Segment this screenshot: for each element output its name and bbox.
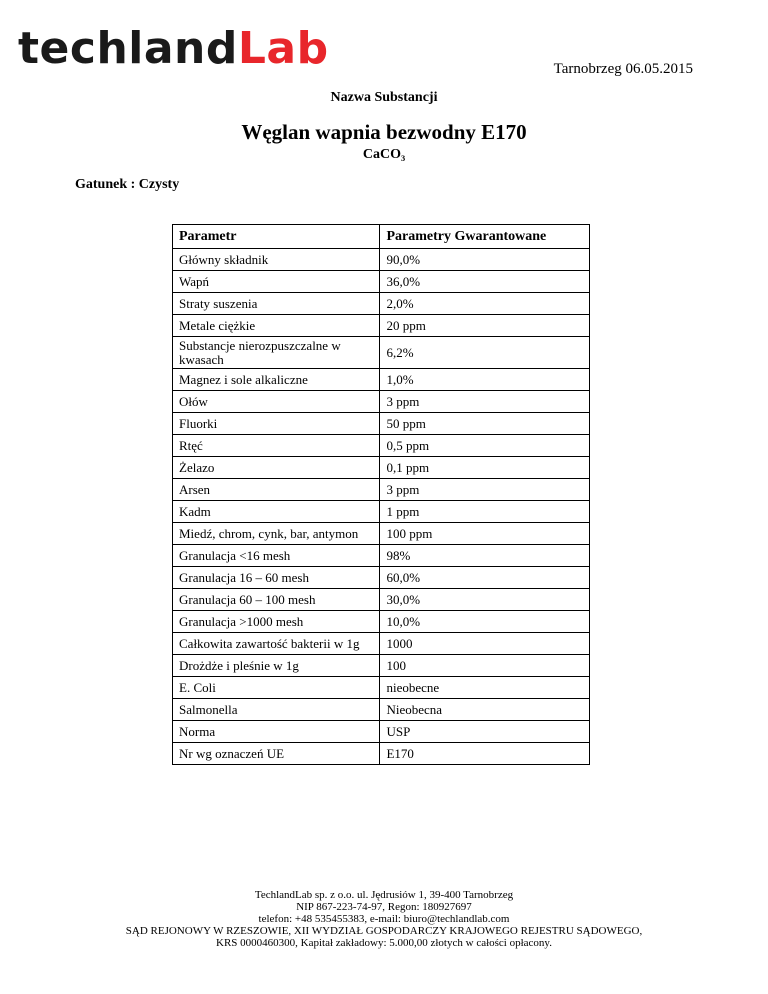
parameter-value: 100 ppm bbox=[380, 523, 590, 545]
parameter-value: 2,0% bbox=[380, 293, 590, 315]
company-logo bbox=[18, 24, 329, 74]
parameter-name: Norma bbox=[173, 721, 380, 743]
parameter-value: 3 ppm bbox=[380, 391, 590, 413]
table-row bbox=[173, 501, 590, 523]
parameter-name: Magnez i sole alkaliczne bbox=[173, 369, 380, 391]
table-row bbox=[173, 369, 590, 391]
table-row bbox=[173, 457, 590, 479]
table-row bbox=[173, 589, 590, 611]
table-row bbox=[173, 435, 590, 457]
parameter-value: 0,5 ppm bbox=[380, 435, 590, 457]
parameter-name: Straty suszenia bbox=[173, 293, 380, 315]
parameter-value: nieobecne bbox=[380, 677, 590, 699]
parameter-value: 3 ppm bbox=[380, 479, 590, 501]
parameter-value: 30,0% bbox=[380, 589, 590, 611]
parameter-name: E. Coli bbox=[173, 677, 380, 699]
parameter-value: 0,1 ppm bbox=[380, 457, 590, 479]
table-row bbox=[173, 721, 590, 743]
table-row bbox=[173, 315, 590, 337]
parameter-name: Granulacja 60 – 100 mesh bbox=[173, 589, 380, 611]
table-row bbox=[173, 271, 590, 293]
parameter-name: Granulacja >1000 mesh bbox=[173, 611, 380, 633]
parameter-value: USP bbox=[380, 721, 590, 743]
parameter-value: 6,2% bbox=[380, 337, 590, 369]
parameter-name: Całkowita zawartość bakterii w 1g bbox=[173, 633, 380, 655]
footer-line-court: SĄD REJONOWY W RZESZOWIE, XII WYDZIAŁ GOSPODARCZY KRAJOWEGO REJESTRU SĄDOWEGO, bbox=[125, 925, 643, 937]
parameter-name: Główny składnik bbox=[173, 249, 380, 271]
parameter-name: Salmonella bbox=[173, 699, 380, 721]
logo-text-lab: Lab bbox=[237, 23, 329, 74]
table-row bbox=[173, 413, 590, 435]
table-row bbox=[173, 655, 590, 677]
parameter-name: Kadm bbox=[173, 501, 380, 523]
table-row bbox=[173, 743, 590, 765]
parameter-value: Nieobecna bbox=[380, 699, 590, 721]
table-body bbox=[173, 249, 590, 765]
table-row bbox=[173, 391, 590, 413]
parameter-name: Miedź, chrom, cynk, bar, antymon bbox=[173, 523, 380, 545]
table-row bbox=[173, 337, 590, 369]
parameter-name: Granulacja <16 mesh bbox=[173, 545, 380, 567]
grade-label: Gatunek : Czysty bbox=[75, 177, 180, 192]
table-row bbox=[173, 677, 590, 699]
substance-name-label: Nazwa Substancji bbox=[330, 90, 438, 105]
table-row bbox=[173, 293, 590, 315]
parameter-value: 1 ppm bbox=[380, 501, 590, 523]
place-date: Tarnobrzeg 06.05.2015 bbox=[553, 61, 693, 77]
parameter-value: 100 bbox=[380, 655, 590, 677]
parameter-value: 90,0% bbox=[380, 249, 590, 271]
table-row bbox=[173, 523, 590, 545]
table-row bbox=[173, 633, 590, 655]
parameter-name: Żelazo bbox=[173, 457, 380, 479]
table-header-row bbox=[173, 225, 590, 249]
parameter-name: Fluorki bbox=[173, 413, 380, 435]
column-header-guaranteed: Parametry Gwarantowane bbox=[380, 225, 590, 249]
parameter-value: 20 ppm bbox=[380, 315, 590, 337]
column-header-parameter: Parametr bbox=[173, 225, 380, 249]
footer-line-tax-ids: NIP 867-223-74-97, Regon: 180927697 bbox=[296, 901, 472, 913]
parameter-name: Drożdże i pleśnie w 1g bbox=[173, 655, 380, 677]
parameters-table bbox=[172, 224, 590, 765]
logo-text-techland: techland bbox=[18, 23, 238, 74]
parameter-name: Wapń bbox=[173, 271, 380, 293]
parameter-name: Substancje nierozpuszczalne w kwasach bbox=[173, 337, 380, 369]
footer-line-address: TechlandLab sp. z o.o. ul. Jędrusiów 1, 39-400 Tarnobrzeg bbox=[254, 889, 514, 901]
table-row bbox=[173, 567, 590, 589]
table-row bbox=[173, 699, 590, 721]
table-row bbox=[173, 611, 590, 633]
footer-line-krs: KRS 0000460300, Kapitał zakładowy: 5.000,00 złotych w całości opłacony. bbox=[216, 937, 552, 949]
parameter-name: Granulacja 16 – 60 mesh bbox=[173, 567, 380, 589]
parameter-value: 1,0% bbox=[380, 369, 590, 391]
parameter-name: Rtęć bbox=[173, 435, 380, 457]
table-row bbox=[173, 249, 590, 271]
chemical-formula: CaCO₃ bbox=[362, 147, 406, 162]
parameter-value: E170 bbox=[380, 743, 590, 765]
parameter-value: 1000 bbox=[380, 633, 590, 655]
parameter-value: 60,0% bbox=[380, 567, 590, 589]
parameter-name: Ołów bbox=[173, 391, 380, 413]
footer bbox=[0, 889, 768, 949]
footer-line-contact: telefon: +48 535455383, e-mail: biuro@techlandlab.com bbox=[258, 913, 510, 925]
parameter-value: 10,0% bbox=[380, 611, 590, 633]
table-row bbox=[173, 545, 590, 567]
parameter-name: Arsen bbox=[173, 479, 380, 501]
parameter-value: 36,0% bbox=[380, 271, 590, 293]
substance-name: Węglan wapnia bezwodny E170 bbox=[241, 120, 527, 144]
parameter-value: 50 ppm bbox=[380, 413, 590, 435]
parameter-value: 98% bbox=[380, 545, 590, 567]
table-row bbox=[173, 479, 590, 501]
parameter-name: Nr wg oznaczeń UE bbox=[173, 743, 380, 765]
parameter-name: Metale ciężkie bbox=[173, 315, 380, 337]
